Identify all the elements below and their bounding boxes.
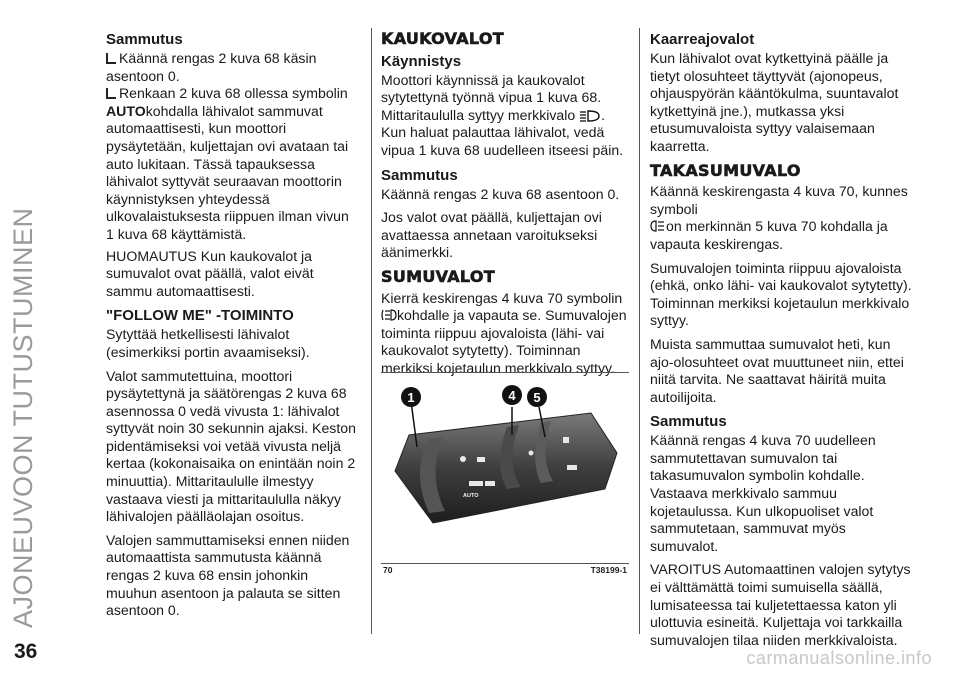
column-divider xyxy=(639,28,640,634)
text-line: lähivalot syttyvät seuraavan moottorin xyxy=(106,173,342,190)
text-line: automaattisesti, kun moottori xyxy=(106,120,287,137)
paragraph: Käännä rengas 2 kuva 68 asentoon 0. xyxy=(381,185,620,202)
text-line: pysäytetään, kuljettajan ovi avataan tai xyxy=(106,137,349,154)
column-3 xyxy=(650,30,912,655)
heading-kaynnistys: Käynnistys xyxy=(381,52,462,70)
text-line: 1 kuva 68 käyttämistä. xyxy=(106,225,247,242)
paragraph: Käännä keskirengasta 4 kuva 70, kunnes symboli on merkinnän 5 kuva 70 kohdalla ja vapauta keskirengas. xyxy=(650,183,908,252)
heading-follow-me: "FOLLOW ME" -TOIMINTO xyxy=(106,307,294,325)
text-line: AUTOkohdalla lähivalot sammuvat xyxy=(106,102,323,119)
paragraph: Kierrä keskirengas 4 kuva 70 symbolin kohdalle ja vapauta se. Sumuvalojen toiminta riippuu ajovaloista (lähi- vai kaukovalot sytytetty). Toiminnan merkiksi kojetaulun merkkivalo syttyy. xyxy=(381,289,627,376)
text-line: auto lukitaan. Tässä tapauksessa xyxy=(106,155,315,172)
heading-sumuvalot: SUMUVALOT xyxy=(381,266,495,286)
paragraph: Valojen sammuttamiseksi ennen niiden automaattista sammutusta käännä rengas 2 kuva 68 ensin johonkin muuhun asentoon ja palauta se sitten asentoon 0. xyxy=(106,531,350,619)
callout-4: 4 xyxy=(508,388,516,403)
text-line: käynnistyksen yhteydessä xyxy=(106,190,270,207)
fig-auto-label: AUTO xyxy=(463,493,479,499)
heading-sammutus: Sammutus xyxy=(106,31,183,48)
warning-paragraph: VAROITUS Automaattinen valojen sytytys ei välttämättä toimi sumuisella säällä, lumisateessa tai kuljetettaessa katon yli ulottuvia esineitä. Kuljettaja voi tarkkailla sumuvalojen tilaa niiden merkkivaloista. xyxy=(650,561,911,648)
paragraph: Sumuvalojen toiminta riippuu ajovaloista (ehkä, onko lähi- vai kaukovalot sytytetty). Toiminnan merkiksi kojetaulun merkkivalo syttyy. xyxy=(650,259,912,329)
text-line: asentoon 0. xyxy=(106,67,180,84)
column-2 xyxy=(381,30,629,384)
paragraph: Valot sammutettuina, moottori pysäytettynä ja säätörengas 2 kuva 68 asennossa 0 vedä vivusta 1: lähivalot syttyvät noin 30 sekunnin ajaksi. Keston pidentämiseksi voi vetää vivusta neljä kertaa (kokonaisaika on enintään noin 2 minuuttia). Mittaritaululle ilmestyy vastaava viesti ja mittaritaululla näkyy lähivalojen päälläolajan osoitus. xyxy=(106,367,356,525)
paragraph: Sytyttää hetkellisesti lähivalot (esimerkiksi portin avaamiseksi). xyxy=(106,326,310,360)
rear-fog-light-icon xyxy=(650,218,666,234)
high-beam-icon xyxy=(579,109,601,123)
step-icon xyxy=(106,53,116,64)
paragraph: Muista sammuttaa sumuvalot heti, kun ajo-olosuhteet ovat muuttuneet niin, ettei niitä tarvita. Ne saattavat häiritä muita autoilijoita. xyxy=(650,335,904,405)
stalk-illustration xyxy=(381,373,629,565)
paragraph: Moottori käynnissä ja kaukovalot sytytettynä työnnä vipua 1 kuva 68. Mittaritaululla syttyy merkkivalo . Kun haluat palauttaa lähivalot, vedä vipua 1 kuva 68 uudelleen itseesi päin. xyxy=(381,71,624,158)
heading-kaukovalot: KAUKOVALOT xyxy=(381,29,504,48)
figure-code: T38199-1 xyxy=(590,565,627,575)
figure-number: 70 xyxy=(383,565,393,575)
heading-kaarreajovalot: Kaarreajovalot xyxy=(650,31,755,48)
paragraph: Kun lähivalot ovat kytkettyinä päälle ja tietyt olosuhteet täyttyvät (ajonopeus, ohjauspyörän kääntökulma, suuntavalot kytkettyinä jne.), mutkassa yksi etusumuvaloista syttyy valaisemaan kaarretta. xyxy=(650,50,899,154)
heading-takasumuvalo: TAKASUMUVALO xyxy=(650,160,801,180)
front-fog-light-icon xyxy=(381,307,397,323)
text-line: ulkovalaistuksesta riippuen ilman vivun xyxy=(106,208,349,225)
chapter-side-title: AJONEUVOON TUTUSTUMINEN xyxy=(8,207,38,628)
text-line: Renkaan 2 kuva 68 ollessa symbolin xyxy=(106,85,358,103)
figure-70 xyxy=(381,372,629,575)
callout-5: 5 xyxy=(533,390,541,405)
figure-caption xyxy=(381,565,629,577)
page-number: 36 xyxy=(14,640,38,663)
column-1 xyxy=(106,30,358,626)
heading-sammutus: Sammutus xyxy=(650,413,727,431)
watermark: carmanualsonline.info xyxy=(746,648,932,668)
note-paragraph: HUOMAUTUS Kun kaukovalot ja sumuvalot ovat päällä, valot eivät sammu automaattisesti. xyxy=(106,247,314,299)
paragraph: Käännä rengas 4 kuva 70 uudelleen sammutettavan sumuvalon tai takasumuvalon symbolin kohdalle. Vastaava merkkivalo sammuu kojetaulussa. Kun ulkopuoliset valot sammutetaan, sammuvat myös sumuvalot. xyxy=(650,432,876,554)
paragraph: Jos valot ovat päällä, kuljettajan ovi avattaessa annetaan varoitukseksi äänimerkki. xyxy=(381,209,602,261)
column-divider xyxy=(371,28,372,634)
heading-sammutus: Sammutus xyxy=(381,166,458,184)
text-line: Käännä rengas 2 kuva 68 käsin xyxy=(106,50,358,68)
callout-1: 1 xyxy=(407,390,415,405)
step-icon xyxy=(106,88,116,99)
